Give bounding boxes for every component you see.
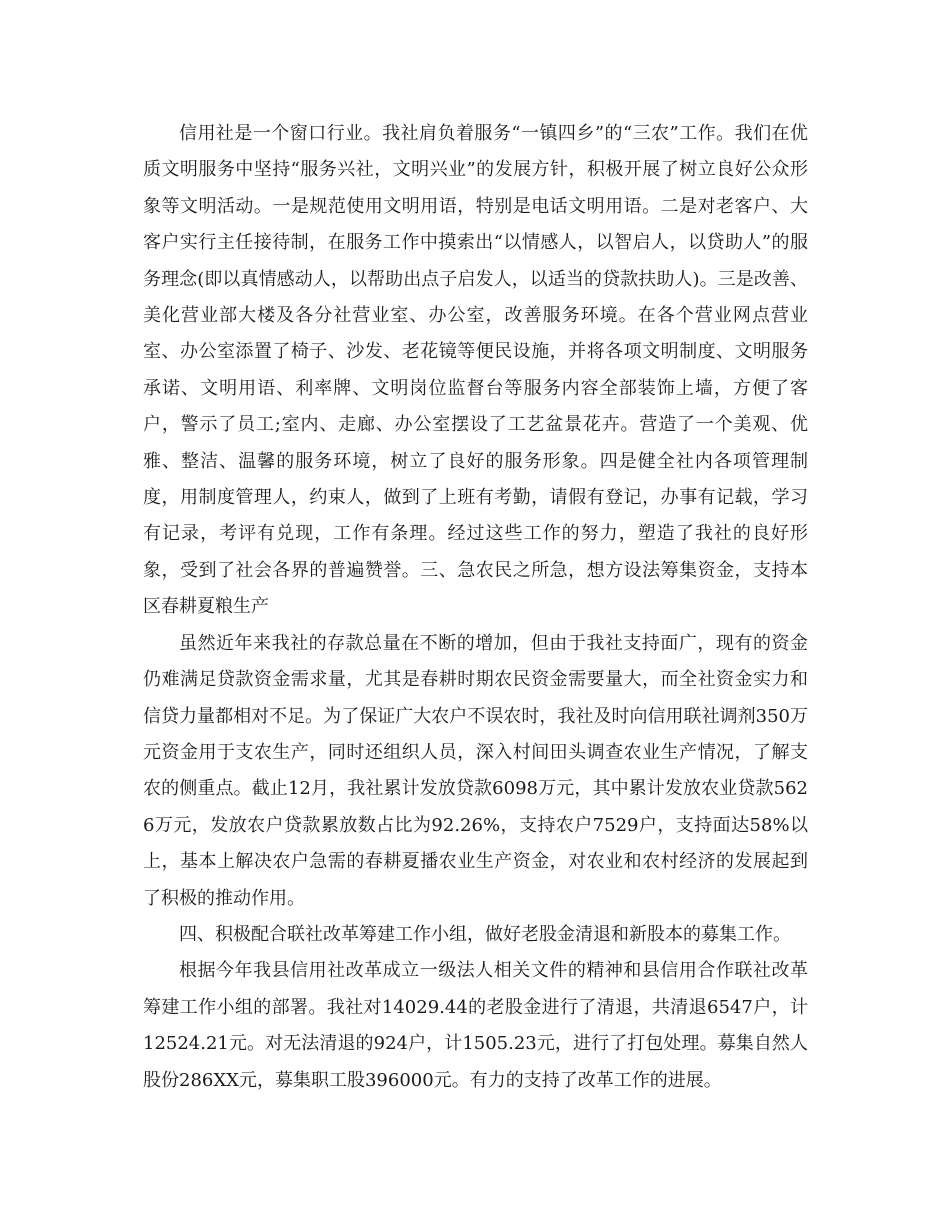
paragraph-section-heading-reform: 四、积极配合联社改革筹建工作小组，做好老股金清退和新股本的募集工作。 [179,923,791,945]
paragraph-funding-support: 虽然近年来我社的存款总量在不断的增加，但由于我社支持面广，现有的资金仍难满足贷款资金需求量，尤其是春耕时期农民资金需要量大，而全社资金实力和信贷力量都相对不足。为了保证广大农户不误农时，我社及时向信用联社调剂350万元资金用于支农生产，同时还组织人员，深入村间田头调查农业生产情况，了解支农的侧重点。截止12月，我社累计发放贷款6098万元，其中累计发放农业贷款5626万元，发放农户贷款累放数占比为92.26%，支持农户7529户，支持面达58%以上，基本上解决农户急需的春耕夏播农业生产资金，对农业和农村经济的发展起到了积极的推动作用。 [143,632,808,909]
document-body [143,116,808,1099]
paragraph-share-capital: 根据今年我县信用社改革成立一级法人相关文件的精神和县信用合作联社改革筹建工作小组的部署。我社对14029.44的老股金进行了清退，共清退6547户，计12524.21元。对无法清退的924户，计1505.23元，进行了打包处理。募集自然人股份286XX元，募集职工股396000元。有力的支持了改革工作的进展。 [143,960,808,1091]
paragraph-service-image: 信用社是一个窗口行业。我社肩负着服务“一镇四乡”的“三农”工作。我们在优质文明服务中坚持“服务兴社，文明兴业”的发展方针，积极开展了树立良好公众形象等文明活动。一是规范使用文明用语，特别是电话文明用语。二是对老客户、大客户实行主任接待制，在服务工作中摸索出“以情感人，以智启人，以贷助人”的服务理念(即以真情感动人，以帮助出点子启发人，以适当的贷款扶助人)。三是改善、美化营业部大楼及各分社营业室、办公室，改善服务环境。在各个营业网点营业室、办公室添置了椅子、沙发、老花镜等便民设施，并将各项文明制度、文明服务承诺、文明用语、利率牌、文明岗位监督台等服务内容全部装饰上墙，方便了客户，警示了员工;室内、走廊、办公室摆设了工艺盆景花卉。营造了一个美观、优雅、整洁、温馨的服务环境，树立了良好的服务形象。四是健全社内各项管理制度，用制度管理人，约束人，做到了上班有考勤，请假有登记，办事有记载，学习有记录，考评有兑现，工作有条理。经过这些工作的努力，塑造了我社的良好形象，受到了社会各界的普遍赞誉。三、急农民之所急，想方设法筹集资金，支持本区春耕夏粮生产 [143,123,808,618]
